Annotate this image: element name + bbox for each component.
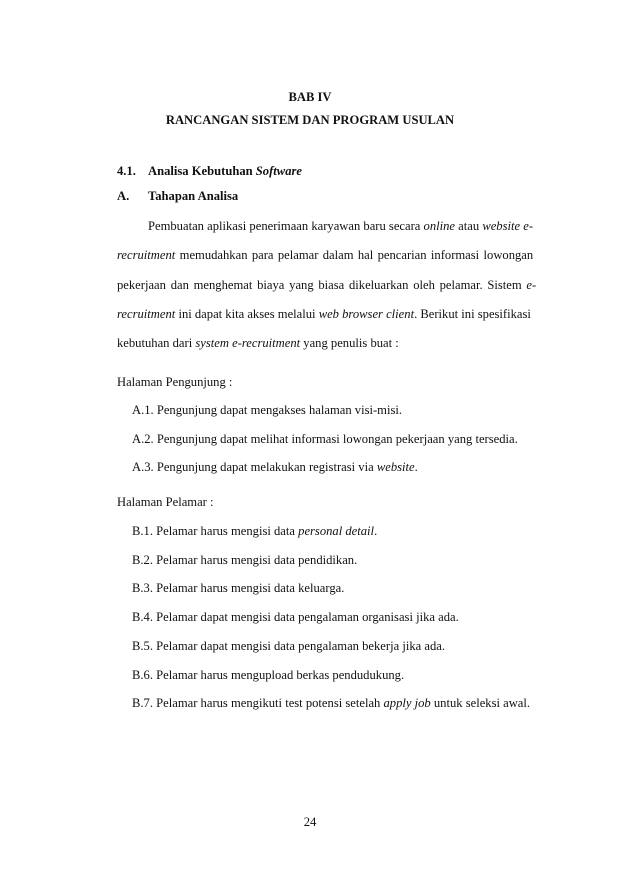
list-item-b4: B.4. Pelamar dapat mengisi data pengalaman organisasi jika ada. (132, 610, 459, 624)
section-title-italic: Software (255, 164, 302, 178)
paragraph-line-2 (117, 247, 534, 263)
paragraph-line-3 (117, 277, 537, 293)
paragraph-line-1 (148, 218, 534, 234)
para-text: . Berikut ini spesifikasi (414, 307, 531, 321)
list-item-b3: B.3. Pelamar harus mengisi data keluarga. (132, 581, 345, 595)
para-text: kebutuhan dari (117, 336, 196, 350)
chapter-title: RANCANGAN SISTEM DAN PROGRAM USULAN (165, 113, 455, 127)
item-text: B.7. Pelamar harus mengikuti test potensi setelah (132, 696, 384, 710)
section-title: Analisa Kebutuhan (148, 164, 256, 178)
para-italic: online (423, 219, 456, 233)
pengunjung-heading: Halaman Pengunjung : (117, 375, 233, 389)
list-item-b2: B.2. Pelamar harus mengisi data pendidikan. (132, 553, 358, 567)
subsection-title: Tahapan Analisa (148, 189, 239, 203)
para-text: Pembuatan aplikasi penerimaan karyawan baru secara (148, 219, 424, 233)
list-item-b1 (132, 523, 377, 539)
para-text: yang penulis buat : (300, 336, 399, 350)
subsection-letter: A. (117, 189, 130, 203)
para-italic: recruitment (117, 307, 176, 321)
item-text: untuk seleksi awal. (430, 696, 531, 710)
section-number: 4.1. (117, 164, 136, 178)
item-text: A.3. Pengunjung dapat melakukan registrasi via (132, 460, 377, 474)
para-text: memudahkan para pelamar dalam hal pencarian informasi lowongan (175, 248, 534, 262)
para-text: ini dapat kita akses melalui (175, 307, 319, 321)
list-item-b5: B.5. Pelamar dapat mengisi data pengalaman bekerja jika ada. (132, 639, 445, 653)
item-text: B.1. Pelamar harus mengisi data (132, 524, 299, 538)
section-heading (148, 163, 302, 179)
list-item-a2: A.2. Pengunjung dapat melihat informasi lowongan pekerjaan yang tersedia. (132, 432, 518, 446)
chapter-label: BAB IV (288, 90, 332, 104)
para-italic: system e-recruitment (195, 336, 301, 350)
para-text: pekerjaan dan menghemat biaya yang biasa dikeluarkan oleh pelamar. Sistem (117, 278, 527, 292)
list-item-b6: B.6. Pelamar harus mengupload berkas pendudukung. (132, 668, 405, 682)
list-item-a3 (132, 459, 418, 475)
para-italic: website e- (482, 219, 534, 233)
pelamar-heading: Halaman Pelamar : (117, 495, 214, 509)
item-text: . (374, 524, 378, 538)
para-italic: web browser client (318, 307, 415, 321)
paragraph-line-4 (117, 306, 531, 322)
page-number: 24 (303, 815, 317, 829)
list-item-b7 (132, 695, 530, 711)
para-italic: e- (526, 278, 537, 292)
para-italic: recruitment (117, 248, 176, 262)
paragraph-line-5 (117, 335, 399, 351)
item-italic: personal detail (298, 524, 375, 538)
item-text: . (414, 460, 418, 474)
item-italic: website (376, 460, 415, 474)
para-text: atau (455, 219, 483, 233)
item-italic: apply job (383, 696, 431, 710)
list-item-a1: A.1. Pengunjung dapat mengakses halaman visi-misi. (132, 403, 403, 417)
